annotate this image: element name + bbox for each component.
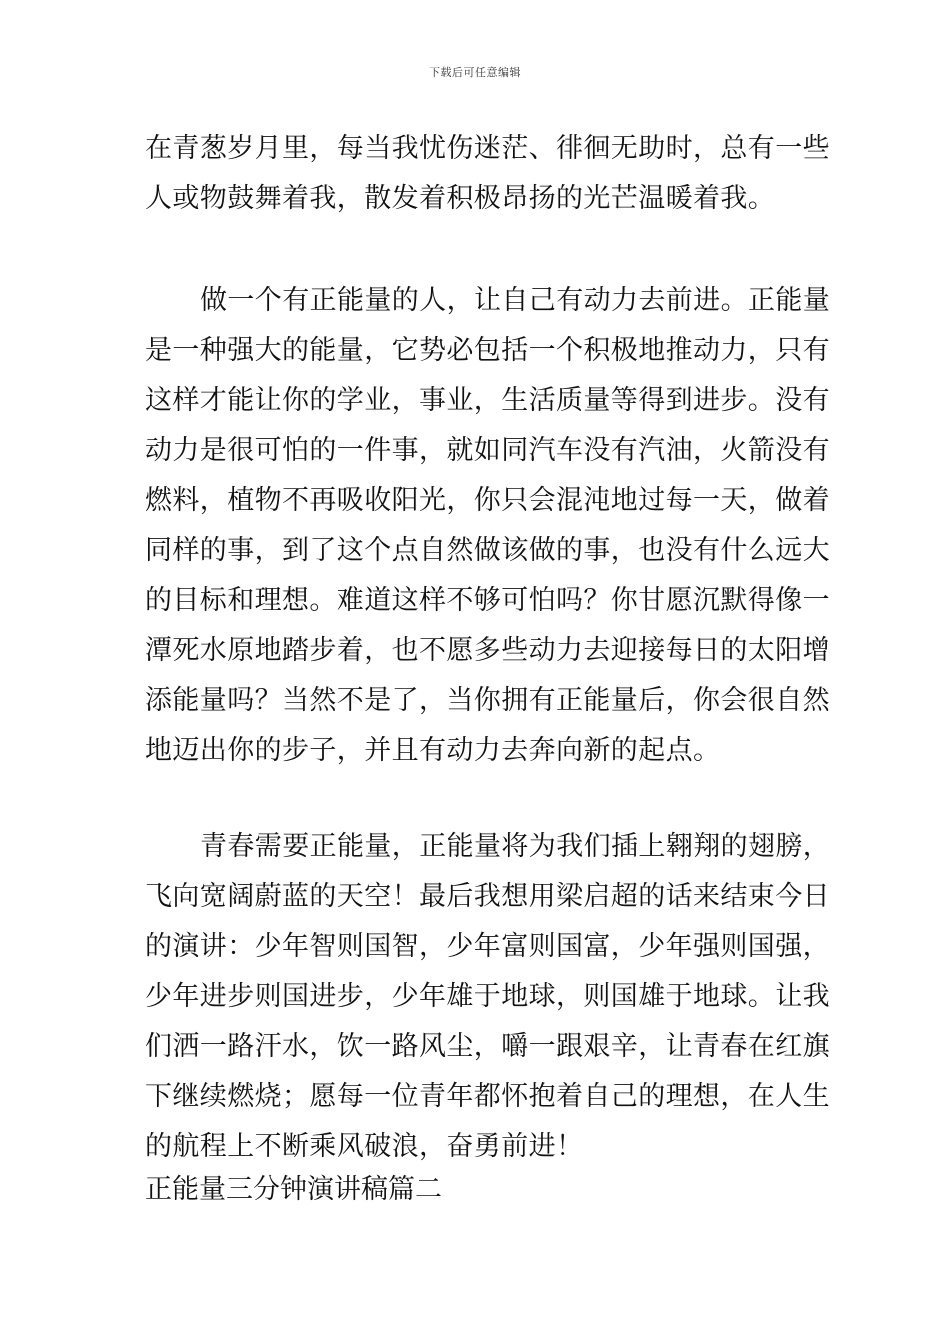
page-header-note: 下载后可任意编辑 (429, 66, 521, 79)
paragraph-line: 燃料，植物不再吸收阳光，你只会混沌地过每一天，做着 (145, 485, 830, 516)
paragraph-line: 这样才能让你的学业，事业，生活质量等得到进步。没有 (145, 385, 830, 416)
paragraph-line: 动力是很可怕的一件事，就如同汽车没有汽油，火箭没有 (145, 435, 830, 466)
paragraph-line: 少年进步则国进步，少年雄于地球，则国雄于地球。让我 (145, 981, 830, 1012)
paragraph-2 (145, 276, 831, 776)
paragraph-line: 做一个有正能量的人，让自己有动力去前进。正能量 (200, 285, 831, 316)
paragraph-1 (145, 124, 830, 224)
paragraph-line: 飞向宽阔蔚蓝的天空！最后我想用梁启超的话来结束今日 (145, 881, 830, 912)
paragraph-line: 青春需要正能量，正能量将为我们插上翱翔的翅膀， (200, 831, 831, 862)
paragraph-line: 在青葱岁月里，每当我忧伤迷茫、徘徊无助时，总有一些 (145, 133, 830, 164)
paragraph-line: 的目标和理想。难道这样不够可怕吗？你甘愿沉默得像一 (145, 585, 830, 616)
paragraph-line: 下继续燃烧；愿每一位青年都怀抱着自己的理想，在人生 (145, 1081, 830, 1112)
paragraph-line: 地迈出你的步子，并且有动力去奔向新的起点。 (145, 735, 721, 766)
paragraph-line: 同样的事，到了这个点自然做该做的事，也没有什么远大 (145, 535, 830, 566)
paragraph-3 (145, 822, 831, 1172)
paragraph-line: 们洒一路汗水，饮一路风尘，嚼一跟艰辛，让青春在红旗 (145, 1031, 830, 1062)
paragraph-line: 人或物鼓舞着我，散发着积极昂扬的光芒温暖着我。 (145, 183, 776, 214)
paragraph-line: 的演讲：少年智则国智，少年富则国富，少年强则国强， (145, 931, 830, 962)
paragraph-line: 添能量吗？当然不是了，当你拥有正能量后，你会很自然 (145, 685, 830, 716)
section-heading: 正能量三分钟演讲稿篇二 (145, 1174, 442, 1205)
paragraph-line: 潭死水原地踏步着，也不愿多些动力去迎接每日的太阳增 (145, 635, 830, 666)
paragraph-line: 是一种强大的能量，它势必包括一个积极地推动力，只有 (145, 335, 830, 366)
paragraph-line: 的航程上不断乘风破浪，奋勇前进！ (145, 1131, 584, 1162)
